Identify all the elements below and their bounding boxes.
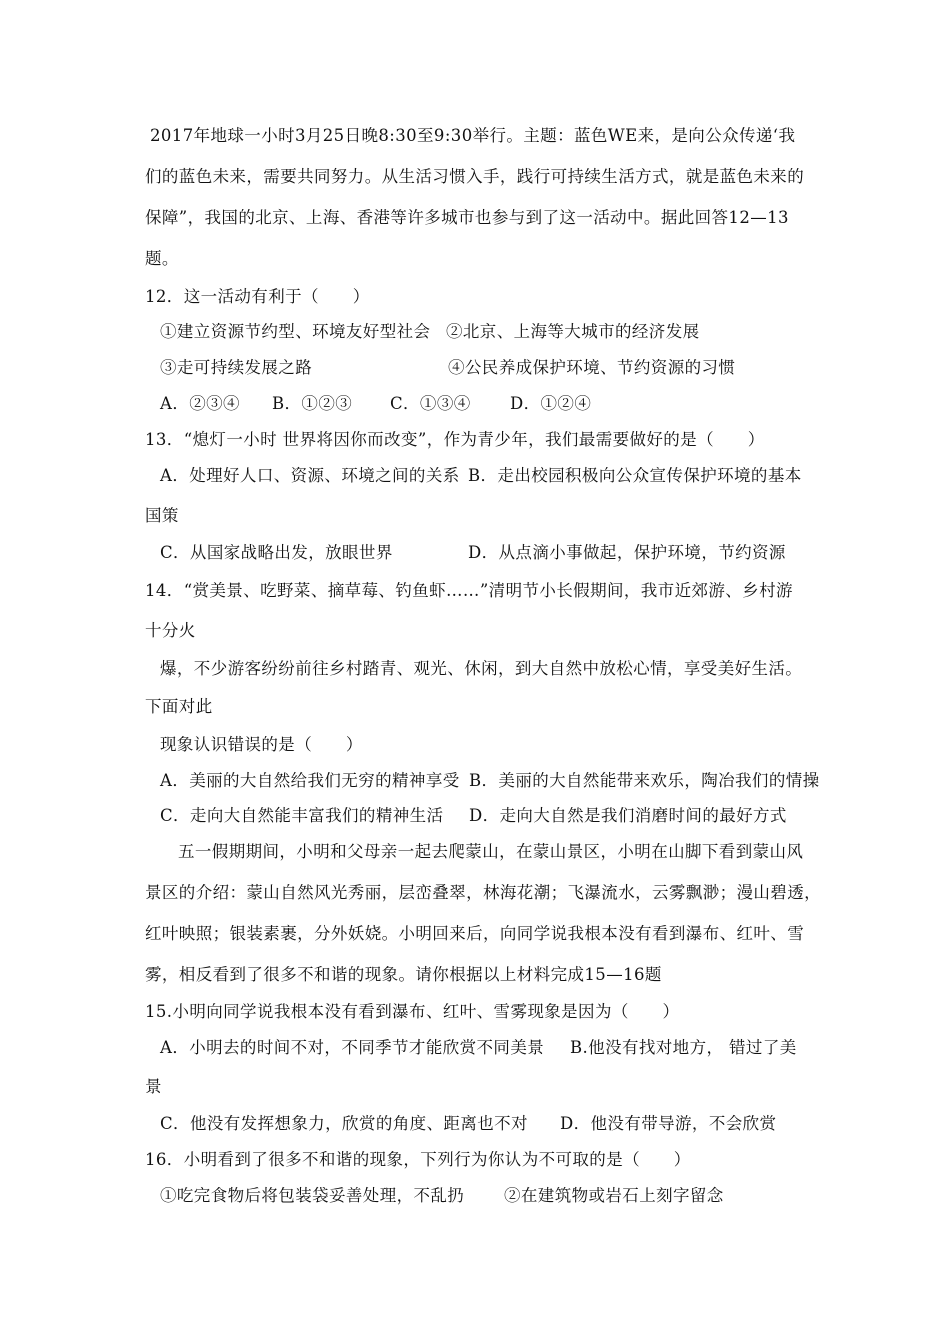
q12-option-a: A．②③④ (160, 394, 240, 413)
q14-option-a: A．美丽的大自然给我们无穷的精神享受 (160, 771, 460, 790)
q15-option-a: A．小明去的时间不对，不同季节才能欣赏不同美景 (160, 1038, 545, 1057)
q12-item2: ②北京、上海等大城市的经济发展 (446, 322, 700, 341)
q15-option-b-continued: 景 (145, 1077, 162, 1096)
q14-option-d: D．走向大自然是我们消磨时间的最好方式 (469, 806, 787, 825)
q13-stem: 13．“熄灯一小时 世界将因你而改变”，作为青少年，我们最需要做好的是（ ） (145, 430, 765, 449)
q15-option-b: B.他没有找对地方， 错过了美 (570, 1038, 797, 1057)
q13-option-a: A．处理好人口、资源、环境之间的关系 (160, 466, 460, 485)
passage1-line1: 2017年地球一小时3月25日晚8:30至9:30举行。主题：蓝色WE来，是向公众传递‘我 (150, 126, 796, 145)
q14-stem-line2: 十分火 (145, 621, 196, 640)
q12-option-c: C．①③④ (390, 394, 471, 413)
passage2-line4: 雾，相反看到了很多不和谐的现象。请你根据以上材料完成15—16题 (145, 965, 662, 984)
q13-option-d: D．从点滴小事做起，保护环境，节约资源 (468, 543, 786, 562)
q16-stem: 16．小明看到了很多不和谐的现象，下列行为你认为不可取的是（ ） (145, 1150, 691, 1169)
passage2-line1: 五一假期期间，小明和父母亲一起去爬蒙山，在蒙山景区，小明在山脚下看到蒙山风 (178, 842, 804, 861)
q12-option-d: D．①②④ (510, 394, 592, 413)
q13-option-c: C．从国家战略出发，放眼世界 (160, 543, 393, 562)
q15-option-c: C．他没有发挥想象力，欣赏的角度、距离也不对 (160, 1114, 528, 1133)
q13-option-b-continued: 国策 (145, 506, 179, 525)
q12-option-b: B．①②③ (272, 394, 353, 413)
q14-stem-line1: 14．“赏美景、吃野菜、摘草莓、钓鱼虾……”清明节小长假期间，我市近郊游、乡村游 (145, 581, 793, 600)
q12-item4: ④公民养成保护环境、节约资源的习惯 (448, 358, 736, 377)
q12-item3: ③走可持续发展之路 (160, 358, 313, 377)
q12-stem: 12．这一活动有利于（ ） (145, 287, 370, 306)
q16-item1: ①吃完食物后将包装袋妥善处理，不乱扔 (160, 1186, 465, 1205)
q15-stem: 15.小明向同学说我根本没有看到瀑布、红叶、雪雾现象是因为（ ） (145, 1002, 680, 1021)
passage2-line3: 红叶映照；银装素裹，分外妖娆。小明回来后，向同学说我根本没有看到瀑布、红叶、雪 (145, 924, 805, 943)
q12-item1: ①建立资源节约型、环境友好型社会 (160, 322, 431, 341)
q13-option-b: B．走出校园积极向公众宣传保护环境的基本 (468, 466, 802, 485)
q14-option-b: B．美丽的大自然能带来欢乐，陶冶我们的情操 (469, 771, 820, 790)
q15-option-d: D．他没有带导游，不会欣赏 (560, 1114, 777, 1133)
passage2-line2: 景区的介绍：蒙山自然风光秀丽，层峦叠翠，林海花潮；飞瀑流水，云雾飘渺；漫山碧透， (145, 883, 821, 902)
q14-stem-line3: 爆，不少游客纷纷前往乡村踏青、观光、休闲，到大自然中放松心情，享受美好生活。 (160, 659, 803, 678)
passage1-line3: 保障”，我国的北京、上海、香港等许多城市也参与到了这一活动中。据此回答12—13 (145, 208, 789, 227)
q16-item2: ②在建筑物或岩石上刻字留念 (504, 1186, 724, 1205)
q14-stem-line5: 现象认识错误的是（ ） (160, 735, 363, 754)
passage1-line2: 们的蓝色未来，需要共同努力。从生活习惯入手，践行可持续生活方式，就是蓝色未来的 (145, 167, 805, 186)
q14-stem-line4: 下面对此 (145, 697, 213, 716)
passage1-line4: 题。 (145, 249, 179, 268)
q14-option-c: C．走向大自然能丰富我们的精神生活 (160, 806, 444, 825)
